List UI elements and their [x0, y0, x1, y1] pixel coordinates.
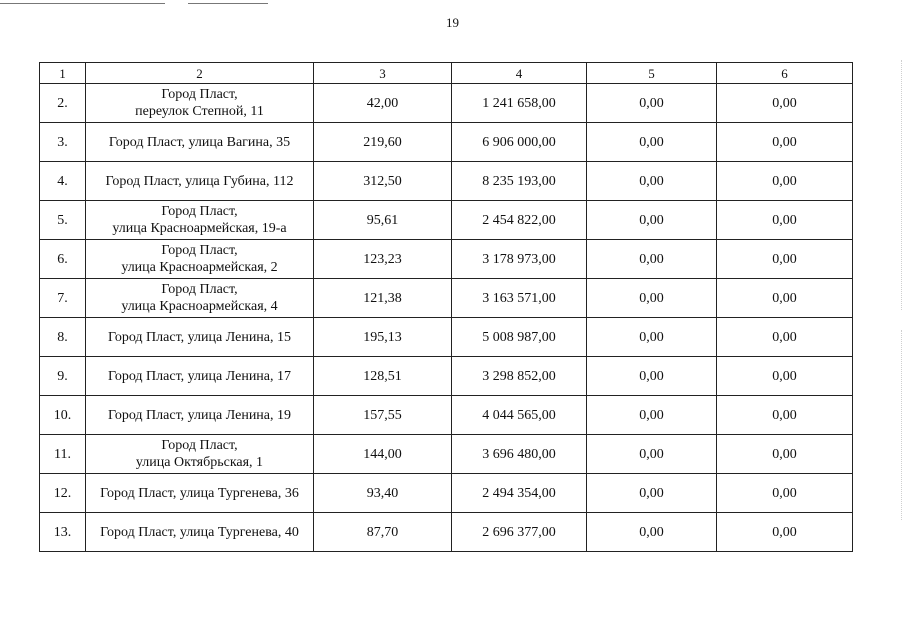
table-row: [40, 513, 853, 552]
area-cell: 219,60: [314, 123, 452, 162]
value-cell: 5 008 987,00: [452, 318, 587, 357]
page-number: 19: [446, 15, 459, 30]
col5-cell: 0,00: [587, 396, 717, 435]
table-row: [40, 279, 853, 318]
col6-cell: 0,00: [717, 240, 853, 279]
col5-cell: 0,00: [587, 318, 717, 357]
address-line: Город Пласт, улица Тургенева, 36: [100, 485, 299, 501]
table-row: [40, 240, 853, 279]
table-row: [40, 396, 853, 435]
table-row: [40, 474, 853, 513]
col6-cell: 0,00: [717, 357, 853, 396]
address-cell: [86, 396, 314, 435]
col5-cell: 0,00: [587, 201, 717, 240]
row-number-cell: 13.: [40, 513, 86, 552]
col6-cell: 0,00: [717, 84, 853, 123]
col5-cell: 0,00: [587, 435, 717, 474]
address-cell: [86, 201, 314, 240]
value-cell: 3 298 852,00: [452, 357, 587, 396]
address-line: Город Пласт,: [161, 87, 238, 102]
value-cell: 3 178 973,00: [452, 240, 587, 279]
table-row: [40, 318, 853, 357]
scan-edge-noise: [901, 330, 903, 520]
col6-cell: 0,00: [717, 474, 853, 513]
address-line: улица Красноармейская, 19-а: [112, 221, 287, 236]
value-cell: 4 044 565,00: [452, 396, 587, 435]
row-number-cell: 12.: [40, 474, 86, 513]
address-line: Город Пласт,: [161, 243, 238, 258]
address-line: Город Пласт, улица Губина, 112: [105, 173, 294, 189]
column-header: 4: [452, 63, 587, 84]
column-header: 6: [717, 63, 853, 84]
col6-cell: 0,00: [717, 435, 853, 474]
value-cell: 8 235 193,00: [452, 162, 587, 201]
address-cell: [86, 474, 314, 513]
col6-cell: 0,00: [717, 201, 853, 240]
col5-cell: 0,00: [587, 357, 717, 396]
address-cell: [86, 435, 314, 474]
table-row: [40, 357, 853, 396]
value-cell: 2 696 377,00: [452, 513, 587, 552]
col6-cell: 0,00: [717, 123, 853, 162]
address-line: улица Красноармейская, 4: [121, 299, 278, 314]
area-cell: 87,70: [314, 513, 452, 552]
area-cell: 95,61: [314, 201, 452, 240]
col6-cell: 0,00: [717, 318, 853, 357]
column-header: 1: [40, 63, 86, 84]
col5-cell: 0,00: [587, 123, 717, 162]
area-cell: 144,00: [314, 435, 452, 474]
value-cell: 2 494 354,00: [452, 474, 587, 513]
area-cell: 195,13: [314, 318, 452, 357]
table-row: [40, 201, 853, 240]
row-number-cell: 5.: [40, 201, 86, 240]
top-rule-left: [0, 3, 165, 4]
col5-cell: 0,00: [587, 240, 717, 279]
col6-cell: 0,00: [717, 279, 853, 318]
row-number-cell: 2.: [40, 84, 86, 123]
area-cell: 123,23: [314, 240, 452, 279]
address-cell: [86, 84, 314, 123]
row-number-cell: 3.: [40, 123, 86, 162]
area-cell: 93,40: [314, 474, 452, 513]
address-cell: [86, 279, 314, 318]
column-header: 2: [86, 63, 314, 84]
address-line: Город Пласт, улица Вагина, 35: [108, 134, 291, 150]
column-header: 3: [314, 63, 452, 84]
address-line: улица Красноармейская, 2: [121, 260, 278, 275]
address-line: Город Пласт, улица Ленина, 19: [107, 407, 292, 423]
value-cell: 3 163 571,00: [452, 279, 587, 318]
value-cell: 3 696 480,00: [452, 435, 587, 474]
area-cell: 121,38: [314, 279, 452, 318]
table-header-row: [40, 63, 853, 84]
col5-cell: 0,00: [587, 474, 717, 513]
address-line: улица Октябрьская, 1: [135, 455, 264, 470]
address-line: Город Пласт,: [161, 282, 238, 297]
col6-cell: 0,00: [717, 396, 853, 435]
data-table: [39, 62, 853, 552]
area-cell: 42,00: [314, 84, 452, 123]
col5-cell: 0,00: [587, 162, 717, 201]
address-cell: [86, 123, 314, 162]
table-row: [40, 123, 853, 162]
value-cell: 6 906 000,00: [452, 123, 587, 162]
row-number-cell: 11.: [40, 435, 86, 474]
address-line: Город Пласт, улица Ленина, 17: [107, 368, 292, 384]
value-cell: 2 454 822,00: [452, 201, 587, 240]
address-line: Город Пласт, улица Ленина, 15: [107, 329, 292, 345]
address-line: переулок Степной, 11: [135, 104, 264, 119]
table-row: [40, 84, 853, 123]
table-body: [40, 84, 853, 552]
row-number-cell: 10.: [40, 396, 86, 435]
address-line: Город Пласт,: [161, 438, 238, 453]
scan-edge-noise: [901, 60, 903, 310]
address-line: Город Пласт,: [161, 204, 238, 219]
address-cell: [86, 357, 314, 396]
table-row: [40, 435, 853, 474]
row-number-cell: 4.: [40, 162, 86, 201]
col6-cell: 0,00: [717, 162, 853, 201]
row-number-cell: 7.: [40, 279, 86, 318]
row-number-cell: 9.: [40, 357, 86, 396]
column-header: 5: [587, 63, 717, 84]
area-cell: 312,50: [314, 162, 452, 201]
col5-cell: 0,00: [587, 513, 717, 552]
address-cell: [86, 240, 314, 279]
row-number-cell: 6.: [40, 240, 86, 279]
area-cell: 128,51: [314, 357, 452, 396]
col6-cell: 0,00: [717, 513, 853, 552]
col5-cell: 0,00: [587, 279, 717, 318]
area-cell: 157,55: [314, 396, 452, 435]
col5-cell: 0,00: [587, 84, 717, 123]
address-cell: [86, 162, 314, 201]
address-cell: [86, 513, 314, 552]
top-rule-right: [188, 3, 268, 4]
value-cell: 1 241 658,00: [452, 84, 587, 123]
row-number-cell: 8.: [40, 318, 86, 357]
table-row: [40, 162, 853, 201]
address-line: Город Пласт, улица Тургенева, 40: [100, 524, 299, 540]
address-cell: [86, 318, 314, 357]
